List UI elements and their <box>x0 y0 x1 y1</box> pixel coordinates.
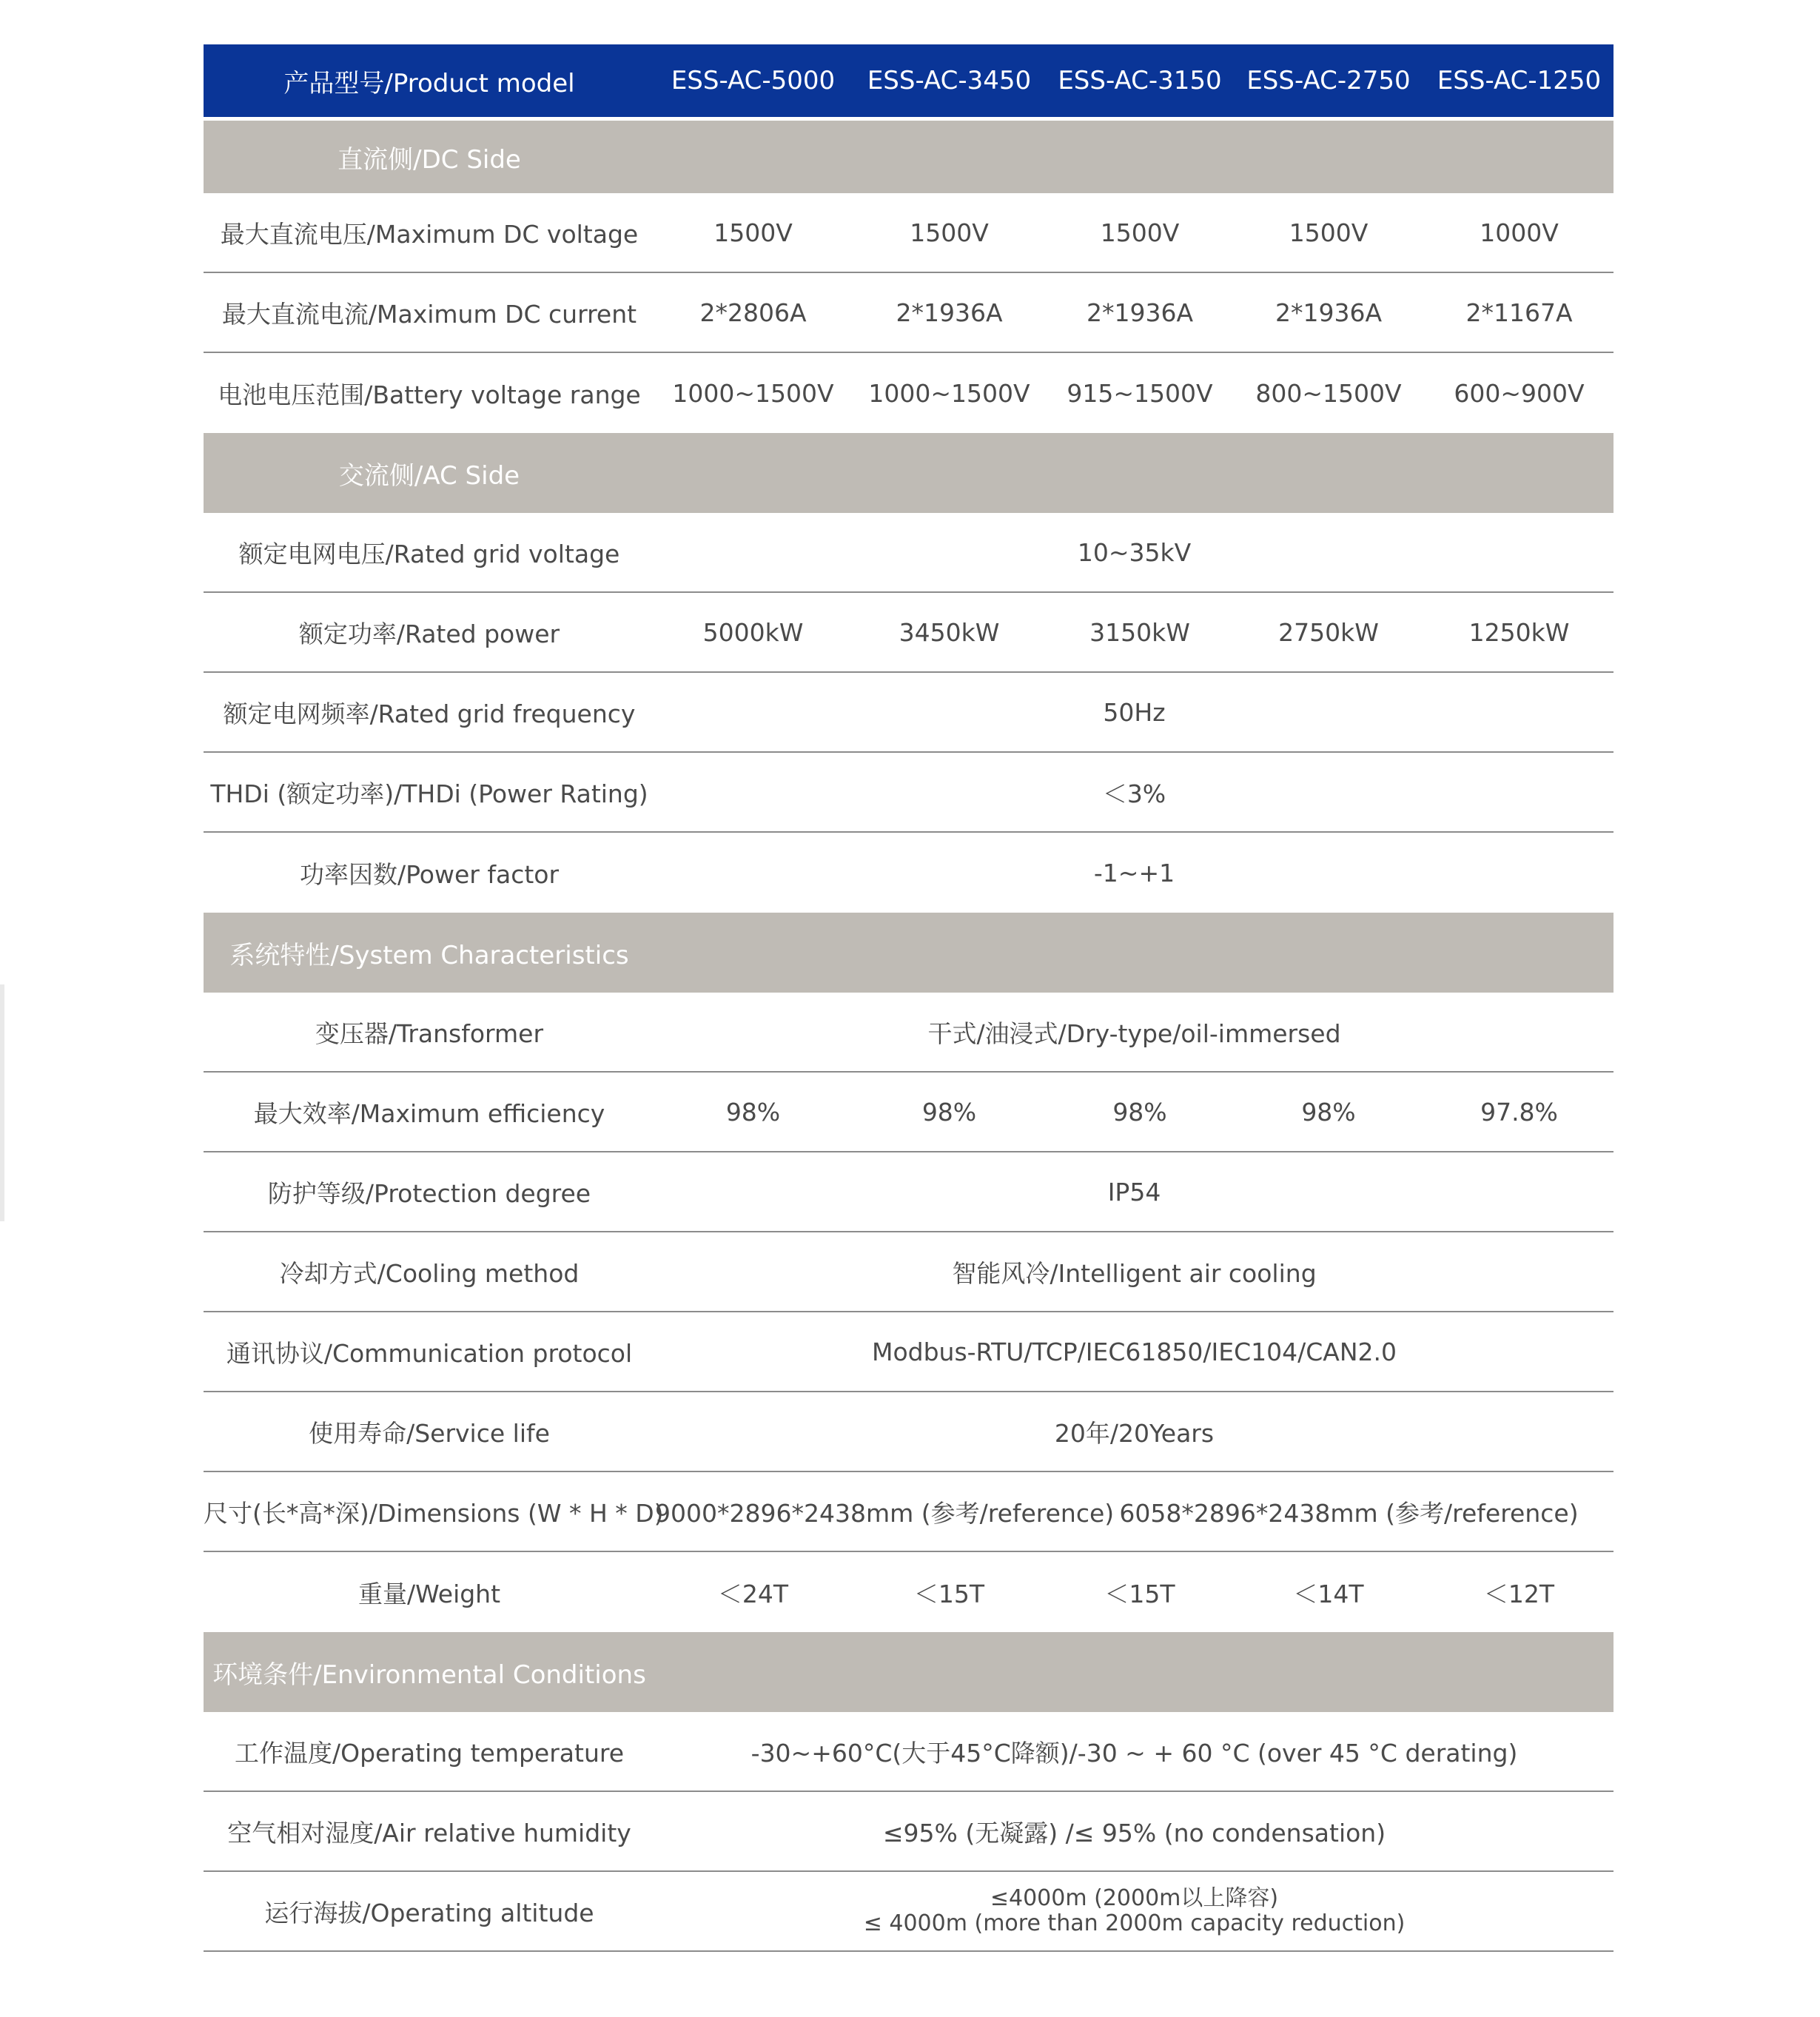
table-row-operating-altitude <box>204 1872 1614 1952</box>
row-values <box>655 1552 1614 1632</box>
table-row-battery-voltage-range <box>204 353 1614 433</box>
row-label: 冷却方式/Cooling method <box>279 1258 580 1288</box>
value-cell: ＜3% <box>1102 779 1166 808</box>
row-values <box>655 1872 1614 1950</box>
row-label: 额定电网电压/Rated grid voltage <box>238 539 620 568</box>
table-row-max-efficiency <box>204 1073 1614 1152</box>
row-label: 使用寿命/Service life <box>309 1418 550 1448</box>
value-cell: 98% <box>1112 1097 1167 1127</box>
spec-table <box>204 44 1614 1952</box>
value-cell: 2750kW <box>1278 617 1379 647</box>
table-row-rated-grid-frequency <box>204 673 1614 753</box>
row-values <box>655 593 1614 671</box>
row-values <box>655 1712 1614 1791</box>
value-cell: 1000~1500V <box>868 378 1030 408</box>
model-name: ESS-AC-3450 <box>867 66 1032 95</box>
value-cell: ＜24T <box>717 1579 789 1608</box>
row-label: 运行海拔/Operating altitude <box>264 1898 594 1927</box>
section-dc-side <box>204 121 1614 193</box>
row-label: 最大效率/Maximum efficiency <box>253 1098 605 1128</box>
model-name: ESS-AC-2750 <box>1246 66 1411 95</box>
value-cell: Modbus-RTU/TCP/IEC61850/IEC104/CAN2.0 <box>871 1337 1397 1366</box>
row-values <box>655 1392 1614 1471</box>
row-values <box>655 1792 1614 1870</box>
table-row-thdi <box>204 753 1614 833</box>
row-values <box>655 513 1614 591</box>
row-values <box>655 193 1614 272</box>
section-title: 系统特性/System Characteristics <box>229 940 629 970</box>
value-cell: 600~900V <box>1454 378 1585 408</box>
value-cell: 干式/油浸式/Dry-type/oil-immersed <box>927 1018 1341 1048</box>
value-cell: IP54 <box>1107 1177 1161 1206</box>
row-label: 通讯协议/Communication protocol <box>226 1338 633 1368</box>
value-cell: 800~1500V <box>1255 378 1402 408</box>
model-name: ESS-AC-5000 <box>671 66 836 95</box>
value-cell: 50Hz <box>1103 697 1166 727</box>
row-label: 额定电网频率/Rated grid frequency <box>223 699 636 728</box>
row-values <box>655 753 1614 831</box>
table-row-weight <box>204 1552 1614 1632</box>
value-cell: 2*1936A <box>1086 298 1194 327</box>
table-row-transformer <box>204 993 1614 1073</box>
table-row-max-dc-current <box>204 273 1614 353</box>
value-cell: 6058*2896*2438mm (参考/reference) <box>1119 1498 1579 1528</box>
value-cell: 2*2806A <box>699 298 807 327</box>
row-values <box>655 273 1614 352</box>
row-label: 电池电压范围/Battery voltage range <box>218 380 641 409</box>
row-label: 工作温度/Operating temperature <box>234 1738 625 1768</box>
value-cell: 9000*2896*2438mm (参考/reference) <box>655 1498 1115 1528</box>
row-label: 防护等级/Protection degree <box>267 1178 591 1208</box>
row-label: THDi (额定功率)/THDi (Power Rating) <box>210 779 648 808</box>
page-edge-mark <box>0 984 4 1221</box>
value-cell: 智能风冷/Intelligent air cooling <box>952 1258 1317 1288</box>
value-cell: 5000kW <box>702 617 804 647</box>
value-cell: 3150kW <box>1089 617 1190 647</box>
table-row-operating-temperature <box>204 1712 1614 1792</box>
value-cell: -1~+1 <box>1093 858 1175 887</box>
value-cell: 2*1167A <box>1465 298 1573 327</box>
section-title: 交流侧/AC Side <box>338 460 520 491</box>
row-values <box>655 1073 1614 1151</box>
section-system-characteristics <box>204 913 1614 993</box>
value-cell: 20年/20Years <box>1054 1418 1215 1448</box>
value-cell: 1000~1500V <box>672 378 834 408</box>
value-cell: ＜15T <box>1104 1579 1175 1608</box>
table-row-power-factor <box>204 833 1614 913</box>
value-cell: 1500V <box>713 218 793 247</box>
value-cell: 10~35kV <box>1077 537 1192 567</box>
row-label: 空气相对湿度/Air relative humidity <box>227 1818 631 1847</box>
model-name: ESS-AC-3150 <box>1058 66 1222 95</box>
row-values <box>655 353 1614 433</box>
row-label: 功率因数/Power factor <box>299 859 560 889</box>
value-cell: 2*1936A <box>896 298 1003 327</box>
value-cell: 97.8% <box>1480 1097 1558 1127</box>
value-cell: 1500V <box>1289 218 1369 247</box>
table-row-protection-degree <box>204 1152 1614 1232</box>
row-values <box>655 1312 1614 1391</box>
altitude-line-en: ≤ 4000m (more than 2000m capacity reduction) <box>863 1910 1406 1936</box>
value-cell: 98% <box>1301 1097 1356 1127</box>
model-name: ESS-AC-1250 <box>1437 66 1602 95</box>
product-model-label: 产品型号/Product model <box>283 68 575 98</box>
value-cell: ＜14T <box>1293 1579 1364 1608</box>
table-row-cooling-method <box>204 1232 1614 1312</box>
value-cell: ＜12T <box>1483 1579 1555 1608</box>
altitude-line-cn: ≤4000m (2000m以上降容) <box>990 1885 1279 1911</box>
section-environmental-conditions <box>204 1632 1614 1712</box>
value-cell: ≤95% (无凝露) /≤ 95% (no condensation) <box>882 1818 1386 1847</box>
value-cell: 98% <box>921 1097 977 1127</box>
row-label: 最大直流电流/Maximum DC current <box>221 299 637 329</box>
table-row-air-relative-humidity <box>204 1792 1614 1872</box>
value-cell: 915~1500V <box>1067 378 1213 408</box>
value-cell: 1250kW <box>1468 617 1570 647</box>
value-cell: 2*1936A <box>1275 298 1383 327</box>
row-values <box>655 1152 1614 1231</box>
value-cell: -30~+60°C(大于45°C降额)/-30 ~ + 60 °C (over 45 °C derating) <box>751 1738 1518 1768</box>
row-values <box>655 1232 1614 1311</box>
value-cell: 1500V <box>910 218 989 247</box>
row-values <box>655 833 1614 913</box>
row-label: 最大直流电压/Maximum DC voltage <box>220 219 639 249</box>
value-cell: 98% <box>725 1097 781 1127</box>
table-row-rated-grid-voltage <box>204 513 1614 593</box>
section-title: 环境条件/Environmental Conditions <box>212 1659 646 1690</box>
table-row-service-life <box>204 1392 1614 1472</box>
table-row-communication-protocol <box>204 1312 1614 1392</box>
table-row-rated-power <box>204 593 1614 673</box>
section-title: 直流侧/DC Side <box>338 144 521 175</box>
row-values <box>655 993 1614 1071</box>
row-label: 变压器/Transformer <box>315 1018 544 1048</box>
value-cell: 1500V <box>1100 218 1180 247</box>
row-values <box>655 673 1614 751</box>
value-cell <box>655 1886 1614 1936</box>
row-values <box>655 1472 1614 1551</box>
section-ac-side <box>204 433 1614 513</box>
value-cell: ＜15T <box>913 1579 985 1608</box>
table-header-row <box>204 44 1614 117</box>
value-cell: 3450kW <box>899 617 1000 647</box>
model-cells <box>655 44 1614 117</box>
row-label: 重量/Weight <box>357 1579 501 1608</box>
table-row-max-dc-voltage <box>204 193 1614 273</box>
table-row-dimensions <box>204 1472 1614 1552</box>
value-cell: 1000V <box>1480 218 1559 247</box>
row-label: 额定功率/Rated power <box>298 619 560 648</box>
row-label: 尺寸(长*高*深)/Dimensions (W * H * D) <box>204 1498 664 1528</box>
